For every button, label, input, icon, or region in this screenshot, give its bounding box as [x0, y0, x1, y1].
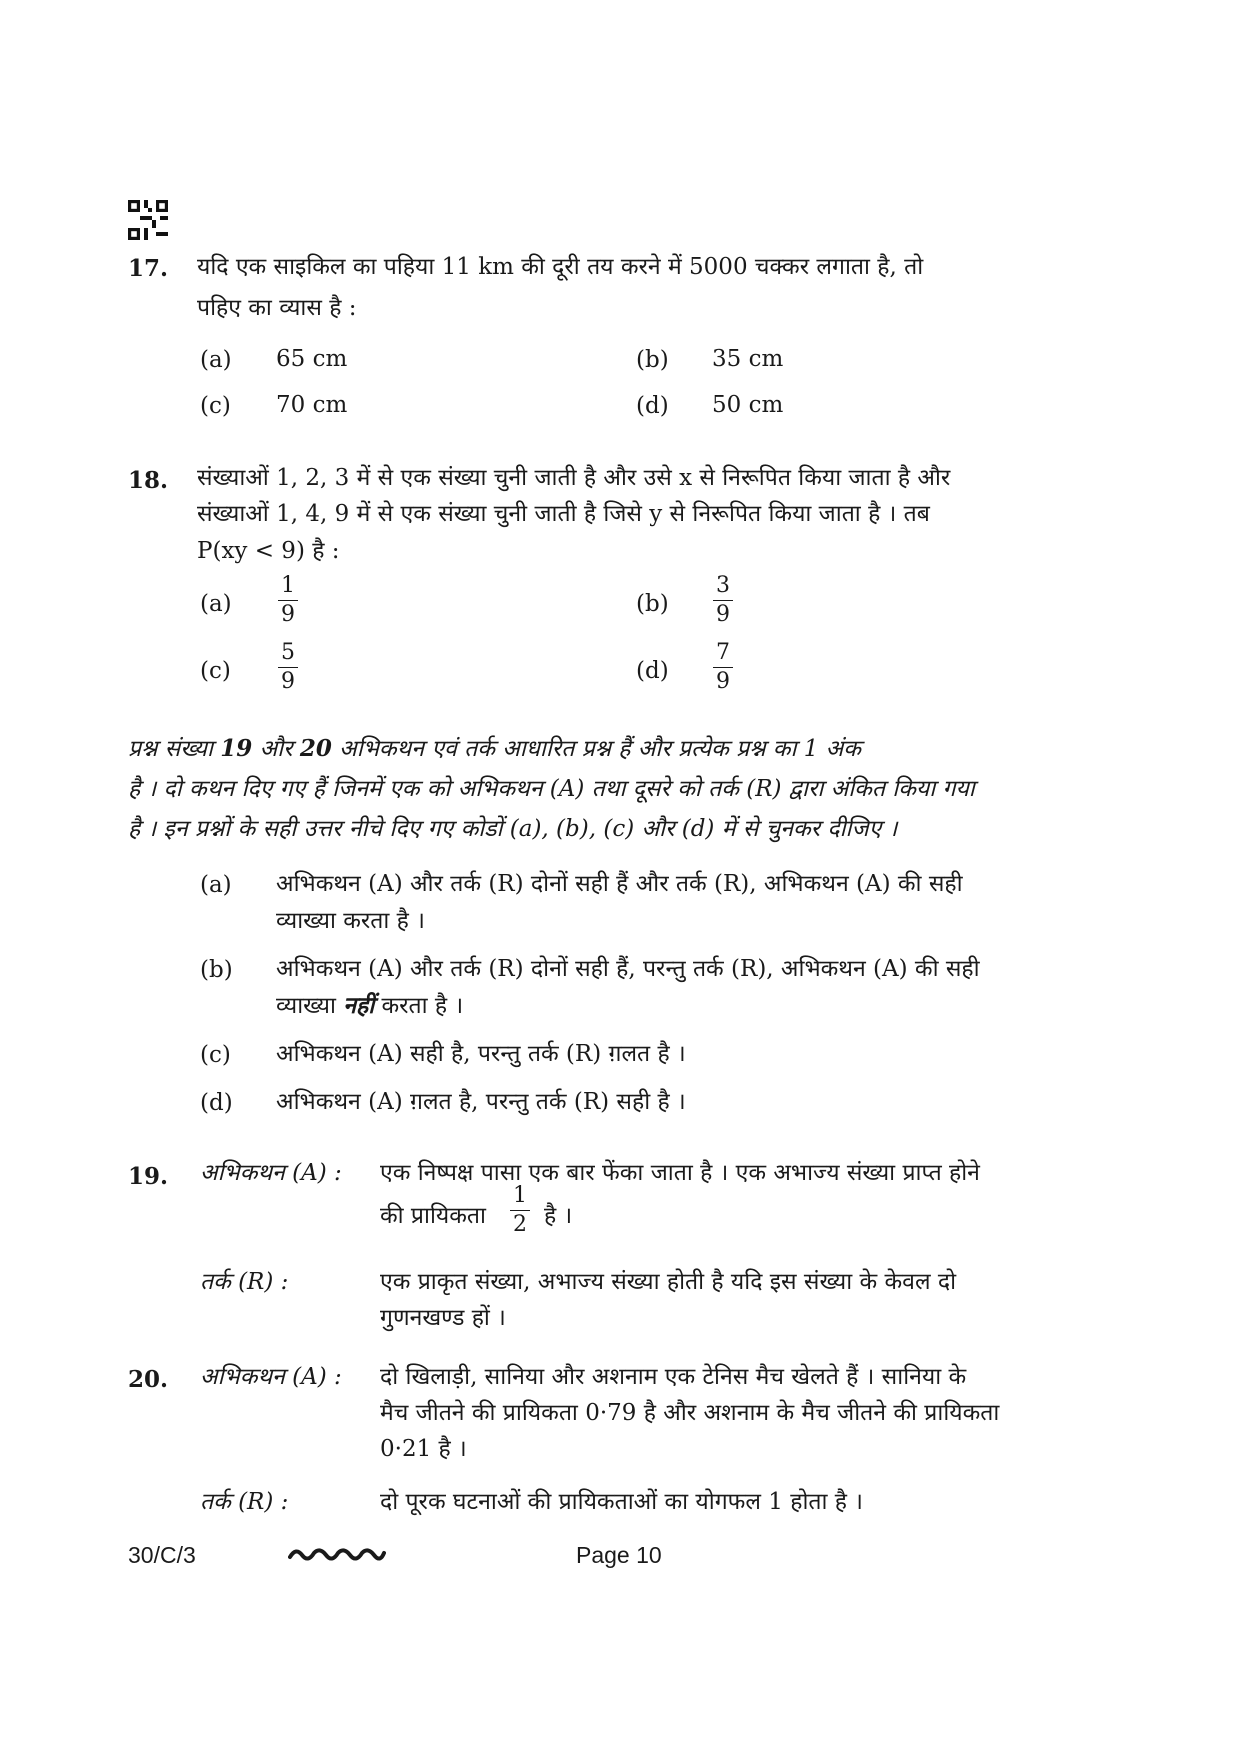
option-value: 50 cm [712, 392, 784, 418]
option-value: 70 cm [276, 392, 348, 418]
assertion-text: एक निष्पक्ष पासा एक बार फेंका जाता है । एक अभाज्य संख्या प्राप्त होने [380, 1160, 980, 1186]
code-text-part: व्याख्या [276, 993, 344, 1019]
code-text: अभिकथन (A) और तर्क (R) दोनों सही हैं और तर्क (R), अभिकथन (A) की सही [276, 871, 963, 897]
option-label: (b) [636, 347, 669, 373]
code-label: (b) [200, 957, 233, 983]
question-text: पहिए का व्यास है : [197, 295, 357, 321]
assertion-text: दो खिलाड़ी, सानिया और अशनाम एक टेनिस मैच खेलते हैं । सानिया के [380, 1364, 967, 1390]
question-text: यदि एक साइकिल का पहिया 11 km की दूरी तय करने में 5000 चक्कर लगाता है, तो [197, 254, 924, 280]
option-value: 65 cm [276, 346, 348, 372]
code-text-part: करता है । [374, 993, 464, 1019]
qr-code-icon [128, 200, 168, 240]
numerator: 1 [278, 572, 298, 601]
tilde-ornament-icon [288, 1545, 386, 1565]
option-label: (a) [200, 591, 232, 617]
code-text-emphasis: नहीं [343, 992, 375, 1019]
denominator: 9 [281, 602, 295, 627]
instructions-line: है । इन प्रश्नों के सही उत्तर नीचे दिए गए कोडों (a), (b), (c) और (d) में से चुनकर दीजिए । [128, 816, 898, 842]
reason-label: तर्क (R) : [200, 1489, 289, 1515]
fraction [278, 639, 298, 696]
code-label: (a) [200, 872, 232, 898]
paper-code: 30/C/3 [128, 1542, 196, 1568]
option-label: (d) [636, 658, 669, 684]
numerator: 3 [713, 572, 733, 601]
denominator: 2 [513, 1212, 527, 1237]
question-number: 20. [128, 1366, 169, 1393]
code-text [276, 988, 463, 1024]
reason-text: दो पूरक घटनाओं की प्रायिकताओं का योगफल 1 होता है । [380, 1489, 864, 1515]
question-number: 19. [128, 1163, 169, 1190]
code-text: व्याख्या करता है । [276, 908, 425, 934]
question-number: 18. [128, 467, 169, 494]
question-text: संख्याओं 1, 2, 3 में से एक संख्या चुनी जाती है और उसे x से निरूपित किया जाता है और [197, 465, 951, 491]
denominator: 9 [716, 602, 730, 627]
fraction [713, 639, 733, 696]
code-label: (d) [200, 1090, 233, 1116]
numerator: 5 [278, 639, 298, 668]
assertion-text: है । [544, 1203, 573, 1229]
instructions-text: और [252, 736, 300, 762]
code-text: अभिकथन (A) ग़लत है, परन्तु तर्क (R) सही है । [276, 1089, 686, 1115]
assertion-text: की प्रायिकता [380, 1203, 487, 1229]
question-text: P(xy < 9) है : [197, 538, 340, 564]
option-label: (a) [200, 347, 232, 373]
instructions-line: है । दो कथन दिए गए हैं जिनमें एक को अभिकथन (A) तथा दूसरे को तर्क (R) द्वारा अंकित किया गया [128, 776, 975, 802]
option-label: (d) [636, 393, 669, 419]
instructions-question-number: 20 [299, 735, 332, 762]
option-label: (c) [200, 393, 231, 419]
instructions-question-number: 19 [220, 735, 253, 762]
code-label: (c) [200, 1042, 231, 1068]
instructions-line [128, 731, 1088, 767]
fraction [713, 572, 733, 629]
numerator: 1 [510, 1182, 530, 1211]
numerator: 7 [713, 639, 733, 668]
question-text: संख्याओं 1, 4, 9 में से एक संख्या चुनी जाती है जिसे y से निरूपित किया जाता है । तब [197, 501, 930, 527]
option-label: (b) [636, 591, 669, 617]
denominator: 9 [716, 669, 730, 694]
reason-text: एक प्राकृत संख्या, अभाज्य संख्या होती है यदि इस संख्या के केवल दो [380, 1269, 957, 1295]
assertion-text: मैच जीतने की प्रायिकता 0·79 है और अशनाम के मैच जीतने की प्रायिकता [380, 1400, 1000, 1426]
question-number: 17. [128, 255, 169, 282]
assertion-label: अभिकथन (A) : [200, 1364, 342, 1390]
page-number: Page 10 [576, 1542, 662, 1568]
fraction [510, 1182, 530, 1239]
reason-label: तर्क (R) : [200, 1269, 289, 1295]
assertion-label: अभिकथन (A) : [200, 1160, 342, 1186]
fraction [278, 572, 298, 629]
reason-text: गुणनखण्ड हों । [380, 1305, 506, 1331]
denominator: 9 [281, 669, 295, 694]
option-label: (c) [200, 658, 231, 684]
option-value: 35 cm [712, 346, 784, 372]
assertion-text: 0·21 है । [380, 1436, 467, 1462]
instructions-text: अभिकथन एवं तर्क आधारित प्रश्न हैं और प्रत्येक प्रश्न का 1 अंक [331, 736, 861, 762]
code-text: अभिकथन (A) और तर्क (R) दोनों सही हैं, परन्तु तर्क (R), अभिकथन (A) की सही [276, 956, 980, 982]
code-text: अभिकथन (A) सही है, परन्तु तर्क (R) ग़लत है । [276, 1041, 686, 1067]
instructions-text: प्रश्न संख्या [128, 736, 221, 762]
